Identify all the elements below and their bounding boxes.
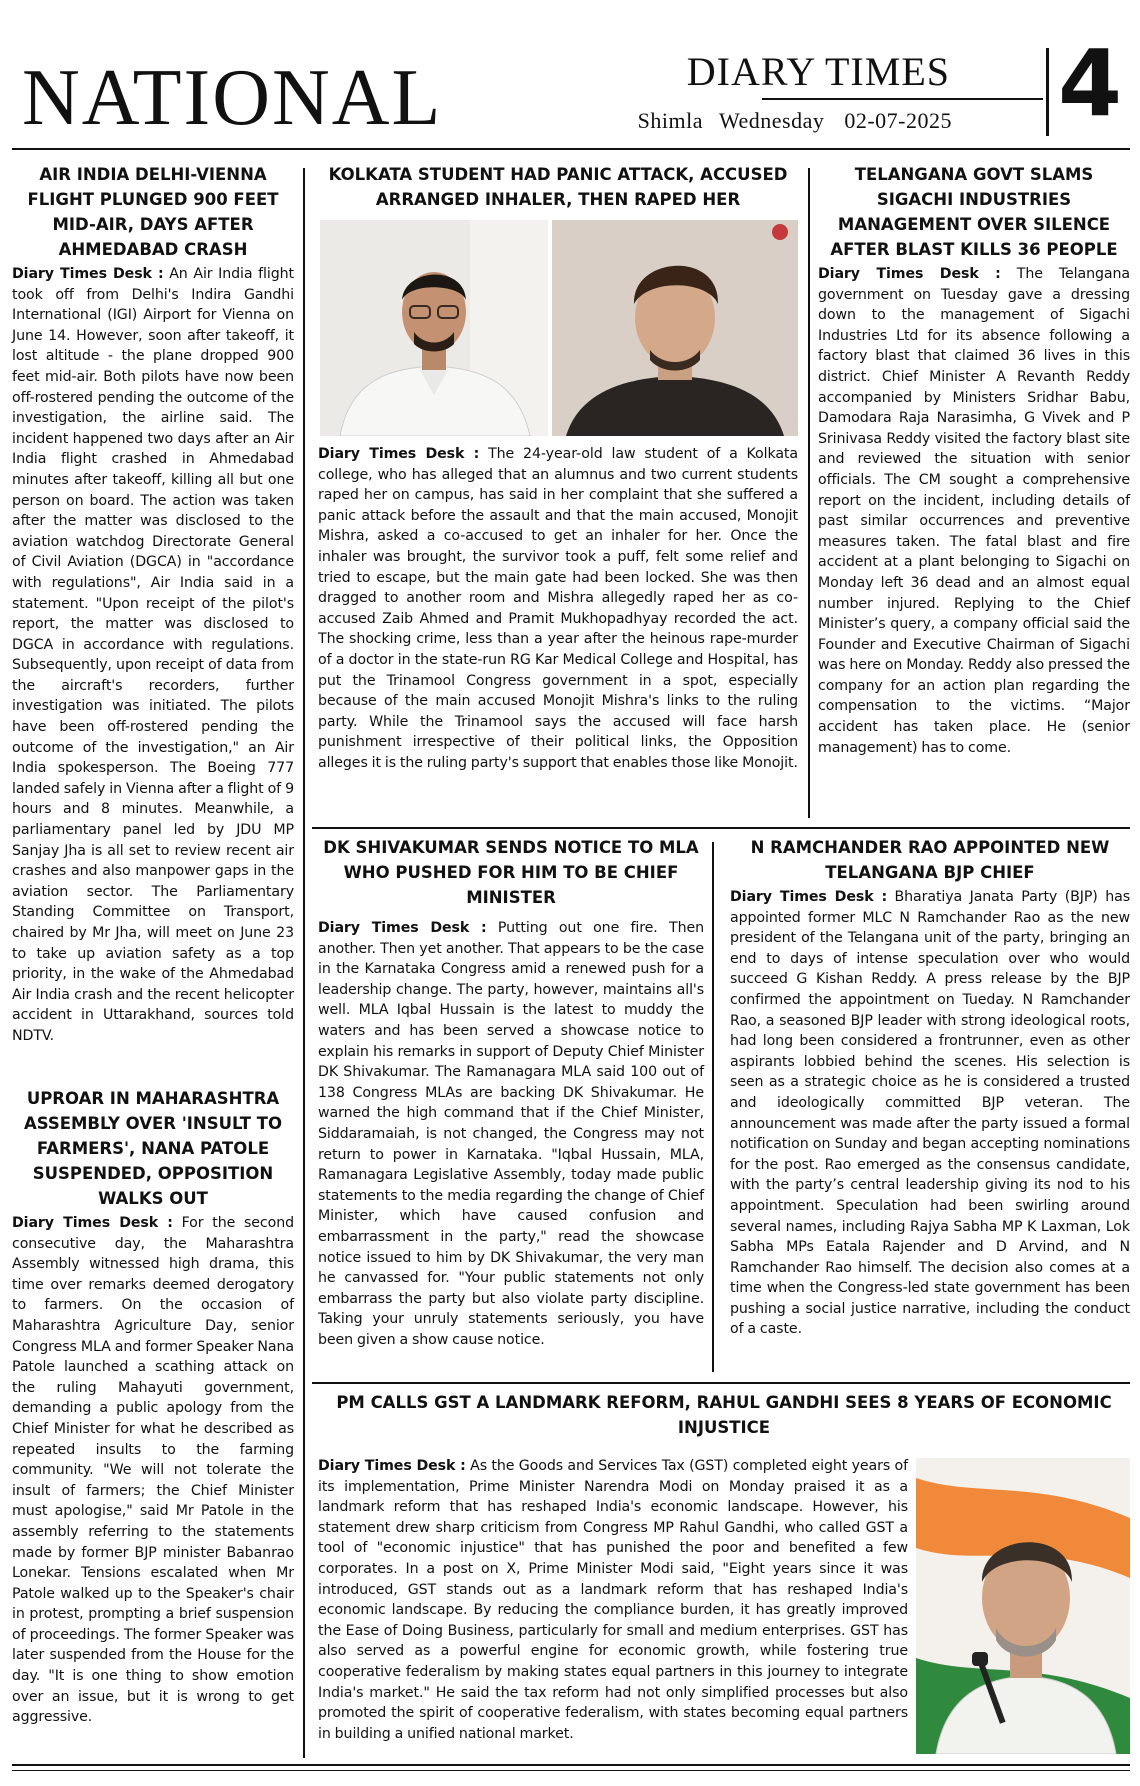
- portrait-graphic: [916, 1458, 1130, 1754]
- article-kolkata: [318, 162, 798, 212]
- headline-maharashtra: UPROAR IN MAHARASHTRA ASSEMBLY OVER 'INSULT TO FARMERS', NANA PATOLE SUSPENDED, OPPOSITION WALKS OUT: [23, 1089, 283, 1208]
- photo-accused-left: [320, 220, 548, 436]
- byline: Diary Times Desk :: [318, 920, 487, 936]
- page-number: 4: [1058, 30, 1123, 137]
- body-text: For the second consecutive day, the Maharashtra Assembly witnessed high drama, this time over remarks deemed derogatory to farmers. On the occasion of Maharashtra Agriculture Day, senior Congress MLA and former Speaker Nana Patole launched a scathing attack on the ruling Mahayuti government, demanding a public apology from the Chief Minister for what he described as repeated insults to the farming community. "We will not tolerate the insult of farmers; the Chief Minister must apologise," said Mr Patole in the assembly referring to the statements made by former BJP minister Babanrao Lonekar. Tensions escalated when Mr Patole walked up to the Speaker's chair in protest, prompting a brief suspension of proceedings. The former Speaker was later suspended from the House for the day. "It is one thing to show emotion over an issue, but it is wrong to get aggressive.: [12, 1215, 294, 1726]
- byline: Diary Times Desk :: [318, 1458, 466, 1474]
- photo-accused-right: [552, 220, 798, 436]
- masthead: DIARY TIMES: [686, 49, 950, 94]
- byline: Diary Times Desk :: [818, 266, 1001, 282]
- body-maharashtra: [12, 1213, 294, 1728]
- portrait-graphic: [320, 220, 548, 436]
- article-kolkata-body: [318, 444, 798, 774]
- dateline: [638, 108, 952, 134]
- body-text: The 24-year-old law student of a Kolkata college, who has alleged that an alumnus and two current students raped her on campus, has said in her complaint that she suffered a panic attack before the assault and that the main accused, Monojit Mishra, asked a co-accused to get an inhaler for her. Once the inhaler was brought, the survivor took a puff, felt some relief and tried to escape, but the main gate had been locked. She was then dragged to another room and Mishra allegedly raped her as co-accused Zaib Ahmed and Pramit Mukhopadhyay recorded the act. The shocking crime, less than a year after the heinous rape-murder of a doctor in the state-run RG Kar Medical College and Hospital, has put the Trinamool Congress government in a spot, especially because of the main accused Monojit Mishra's links to the ruling party. While the Trinamool says the accused will face harsh punishment irrespective of their political links, the Opposition alleges it is the ruling party's support that enables those like Monojit.: [318, 446, 798, 771]
- body-text: An Air India flight took off from Delhi's Indira Gandhi International (IGI) Airport for Vienna on June 14. However, soon after takeoff, it lost altitude - the plane dropped 900 feet mid-air. Both pilots have now been off-rostered pending the outcome of the investigation, the airline said. The incident happened two days after an Air India flight crashed in Ahmedabad minutes after takeoff, killing all but one person on board. The action was taken after the matter was disclosed to the aviation watchdog Directorate General of Civil Aviation (DGCA) in "accordance with regulations", Air India said in a statement. "Upon receipt of the pilot's report, the matter was disclosed to DGCA in accordance with regulations. Subsequently, upon receipt of data from the aircraft's recorders, further investigation was initiated. The pilots have been off-rostered pending the outcome of the investigation," an Air India spokesperson. The Boeing 777 landed safely in Vienna after a flight of 9 hours and 8 minutes. Meanwhile, a parliamentary panel led by JDU MP Sanjay Jha is all set to review recent air crashes and also manpower gaps in the aviation sector. The Parliamentary Standing Committee on Transport, chaired by Mr Jha, will meet on June 23 to take up aviation safety as a top priority, in the wake of the Ahmedabad Air India crash and the recent helicopter accident in Uttarakhand, sources told NDTV.: [12, 266, 294, 1044]
- body-telangana: [818, 264, 1130, 758]
- article-ramchander: [730, 835, 1130, 1340]
- header-rule: [12, 148, 1130, 150]
- byline: Diary Times Desk :: [730, 889, 888, 905]
- headline-telangana: TELANGANA GOVT SLAMS SIGACHI INDUSTRIES MANAGEMENT OVER SILENCE AFTER BLAST KILLS 36 PEOPLE: [830, 165, 1118, 259]
- headline-ramchander: N RAMCHANDER RAO APPOINTED NEW TELANGANA BJP CHIEF: [750, 838, 1110, 882]
- photo-rahul-gandhi: [916, 1458, 1130, 1754]
- headline-kolkata: KOLKATA STUDENT HAD PANIC ATTACK, ACCUSED ARRANGED INHALER, THEN RAPED HER: [328, 165, 788, 209]
- column-rule-left: [303, 168, 305, 1758]
- section-title: NATIONAL: [22, 54, 443, 142]
- footer-rule-thin: [12, 1770, 1130, 1771]
- article-air-india: [12, 162, 294, 1047]
- headline-shivakumar: DK SHIVAKUMAR SENDS NOTICE TO MLA WHO PUSHED FOR HIM TO BE CHIEF MINISTER: [323, 838, 699, 907]
- byline: Diary Times Desk :: [12, 266, 164, 282]
- body-gst: [318, 1456, 908, 1744]
- column-rule-right: [808, 168, 810, 818]
- footer-rule: [12, 1764, 1130, 1766]
- body-text: The Telangana government on Tuesday gave a dressing down to the management of Sigachi Industries Ltd for its absence following a factory blast that claimed 36 lives in this district. Chief Minister A Revanth Reddy accompanied by Ministers Sridhar Babu, Damodara Raja Narasimha, G Vivek and P Srinivasa Reddy visited the factory blast site and reviewed the situation with senior officials. The CM sought a comprehensive report on the incident, including details of past similar occurrences and preventive measures taken. The fatal blast and fire accident at a plant belonging to Sigachi on Monday left 36 dead and an almost equal number injured. Replying to the Chief Minister’s query, a company official said the Founder and Executive Chairman of Sigachi was here on Monday. Reddy also pressed the company for an action plan regarding the compensation to the victims. “Major accident has taken place. He (senior management) has to come.: [818, 266, 1130, 756]
- masthead-divider: [1046, 48, 1049, 136]
- body-air-india: [12, 264, 294, 1047]
- body-ramchander: [730, 887, 1130, 1340]
- byline: Diary Times Desk :: [318, 446, 480, 462]
- body-text: As the Goods and Services Tax (GST) completed eight years of its implementation, Prime Minister Narendra Modi on Monday praised it as a landmark reform that has reshaped India's economic landscape. However, his statement drew sharp criticism from Congress MP Rahul Gandhi, who called GST a tool of "economic injustice" that has punished the poor and benefited a few corporates. In a post on X, Prime Minister Modi said, "Eight years since it was introduced, GST stands out as a landmark reform that has reshaped India's economic landscape. By reducing the compliance burden, it has greatly improved the Ease of Doing Business, particularly for small and medium enterprises. GST has also served as a powerful engine for economic growth, while fostering true cooperative federalism by making states equal partners in this journey to integrate India's market." He said the tax reform had not only simplified processes but also promoted the spirit of cooperative federalism, with states becoming equal partners in building a unified national market.: [318, 1458, 908, 1742]
- article-gst-body: [318, 1456, 908, 1744]
- masthead-rule: [762, 98, 1043, 100]
- body-text: Bharatiya Janata Party (BJP) has appointed former MLC N Ramchander Rao as the new president of the Telangana unit of the party, bringing an end to days of intense speculation over who would succeed G Kishan Reddy. A press release by the BJP confirmed the appointment on Tueday. N Ramchander Rao, a seasoned BJP leader with strong ideological roots, had long been considered a frontrunner, even as other aspirants lobbied behind the scenes. His selection is seen as a strategic choice as he is considered a trusted and ideologically committed BJP veteran. The announcement was made after the party issued a formal notification on Sunday and began accepting nominations for the post. Rao emerged as the consensus candidate, with the party’s central leadership giving its nod to his appointment. Speculation had been swirling around several names, including Rajya Sabha MP K Laxman, Lok Sabha MPs Eatala Rajender and D Arvind, and N Ramchander Rao himself. The decision also comes at a time when the Congress-led state government has been pushing a social justice narrative, including the conduct of a caste.: [730, 889, 1130, 1338]
- rule-above-lower-stories: [312, 827, 1130, 829]
- rule-above-gst: [312, 1382, 1130, 1384]
- article-maharashtra: [12, 1086, 294, 1728]
- body-shivakumar: [318, 918, 704, 1350]
- dateline-city: Shimla: [637, 108, 703, 133]
- article-shivakumar: [318, 835, 704, 1350]
- headline-air-india: AIR INDIA DELHI-VIENNA FLIGHT PLUNGED 900 FEET MID-AIR, DAYS AFTER AHMEDABAD CRASH: [27, 165, 279, 259]
- byline: Diary Times Desk :: [12, 1215, 173, 1231]
- body-text: Putting out one fire. Then another. Then yet another. That appears to be the case in the Karnataka Congress amid a renewed push for a leadership change. The party, however, maintains all's well. MLA Iqbal Hussain is the latest to muddy the waters and has been served a showcase notice to explain his remarks in support of Deputy Chief Minister DK Shivakumar. The Ramanagara MLA said 100 out of 138 Congress MLAs are backing DK Shivakumar. He warned the high command that if the Chief Minister, Siddaramaiah, is not changed, the Congress may not return to power in Karnataka. "Iqbal Hussain, MLA, Ramanagara Legislative Assembly, today made public statements to the media regarding the change of Chief Minister, which have caused confusion and embarrassment in the party," read the showcase notice issued to him by DK Shivakumar, the very man he canvassed for. "Your public statements not only embarrass the party but also violate party discipline. Taking your unruly statements seriously, you have been given a show cause notice.: [318, 920, 705, 1348]
- headline-gst: PM CALLS GST A LANDMARK REFORM, RAHUL GANDHI SEES 8 YEARS OF ECONOMIC INJUSTICE: [336, 1393, 1112, 1437]
- body-kolkata: [318, 444, 798, 774]
- portrait-graphic: [552, 220, 798, 436]
- dateline-day: Wednesday: [718, 108, 825, 133]
- article-telangana: [818, 162, 1130, 758]
- column-rule-mid-lower: [712, 842, 714, 1372]
- dateline-date: 02-07-2025: [844, 108, 952, 133]
- article-gst: [318, 1390, 1130, 1440]
